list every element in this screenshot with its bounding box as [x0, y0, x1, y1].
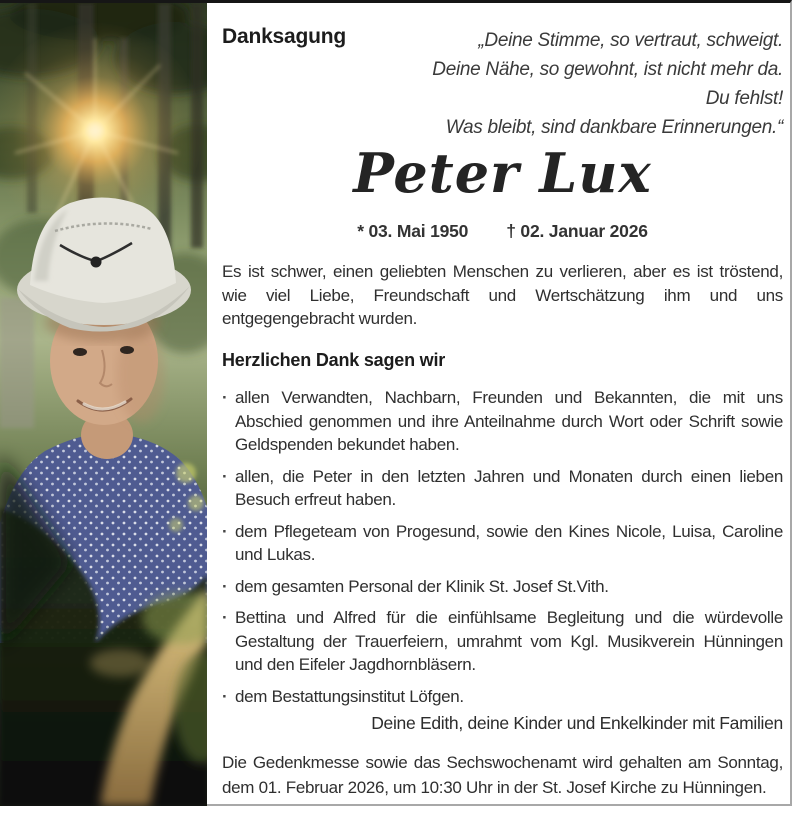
- closing-signature: Deine Edith, deine Kinder und Enkelkinder mit Familien: [371, 713, 783, 733]
- memorial-quote: [432, 26, 783, 142]
- death-date: † 02. Januar 2026: [506, 221, 648, 241]
- quote-line: Deine Nähe, so gewohnt, ist nicht mehr da.: [432, 59, 783, 80]
- bullet-marker: ·: [222, 388, 228, 407]
- service-announcement: Die Gedenkmesse sowie das Sechswochenamt wird gehalten am Sonntag, dem 01. Februar 2026, um 10:30 Uhr in der St. Josef Kirche zu Hünningen.: [222, 753, 783, 797]
- thanks-list-item: [222, 520, 783, 567]
- deceased-name: Peter Lux: [353, 141, 652, 205]
- thanks-item-text: dem Bestattungsinstitut Löfgen.: [235, 686, 464, 706]
- bullet-marker: ·: [222, 576, 228, 596]
- quote-line: „Deine Stimme, so vertraut, schweigt.: [478, 30, 783, 51]
- thanks-item-text: allen Verwandten, Nachbarn, Freunden und Bekannten, die mit uns Abschied genommen und ihre Anteilnahme durch Wort oder Schrift sowie Geldspenden bekundet haben.: [235, 388, 783, 454]
- thanks-list-item: [222, 685, 783, 709]
- bullet-marker: ·: [222, 686, 228, 706]
- memorial-photo: [0, 3, 207, 806]
- bullet-marker: ·: [222, 608, 228, 627]
- quote-line: Was bleibt, sind dankbare Erinnerungen.“: [445, 117, 783, 138]
- bullet-marker: ·: [222, 521, 228, 541]
- thanks-list-item: [222, 386, 783, 457]
- stone-wall: [0, 298, 34, 428]
- thanks-list: [222, 386, 783, 716]
- life-dates: [222, 221, 783, 242]
- thanks-list-item: [222, 606, 783, 677]
- memorial-photo-illustration: [0, 3, 207, 806]
- birth-date: * 03. Mai 1950: [357, 221, 469, 241]
- thanks-list-item: [222, 575, 783, 599]
- intro-paragraph: Es ist schwer, einen geliebten Menschen zu verlieren, aber es ist tröstend, wie viel Liebe, Freundschaft und Wertschätzung ihm und uns entgegengebracht wurden.: [222, 262, 783, 328]
- notice-type-heading: Danksagung: [222, 25, 347, 48]
- thanks-heading: Herzlichen Dank sagen wir: [222, 350, 446, 370]
- bullet-marker: ·: [222, 466, 228, 486]
- thanks-item-text: dem Pflegeteam von Progesund, sowie den Kines Nicole, Luisa, Caroline und Lukas.: [235, 521, 783, 564]
- thanks-item-text: dem gesamten Personal der Klinik St. Josef St.Vith.: [235, 576, 609, 596]
- quote-line: Du fehlst!: [705, 88, 783, 109]
- thanks-item-text: Bettina und Alfred für die einfühlsame Begleitung und die würdevolle Gestaltung der Trauerfeiern, umrahmt vom Kgl. Musikverein Hünningen und den Eifeler Jagdhornbläsern.: [235, 608, 783, 674]
- thanks-item-text: allen, die Peter in den letzten Jahren und Monaten durch einen lieben Besuch erfreut haben.: [235, 466, 783, 509]
- thanks-list-item: [222, 465, 783, 512]
